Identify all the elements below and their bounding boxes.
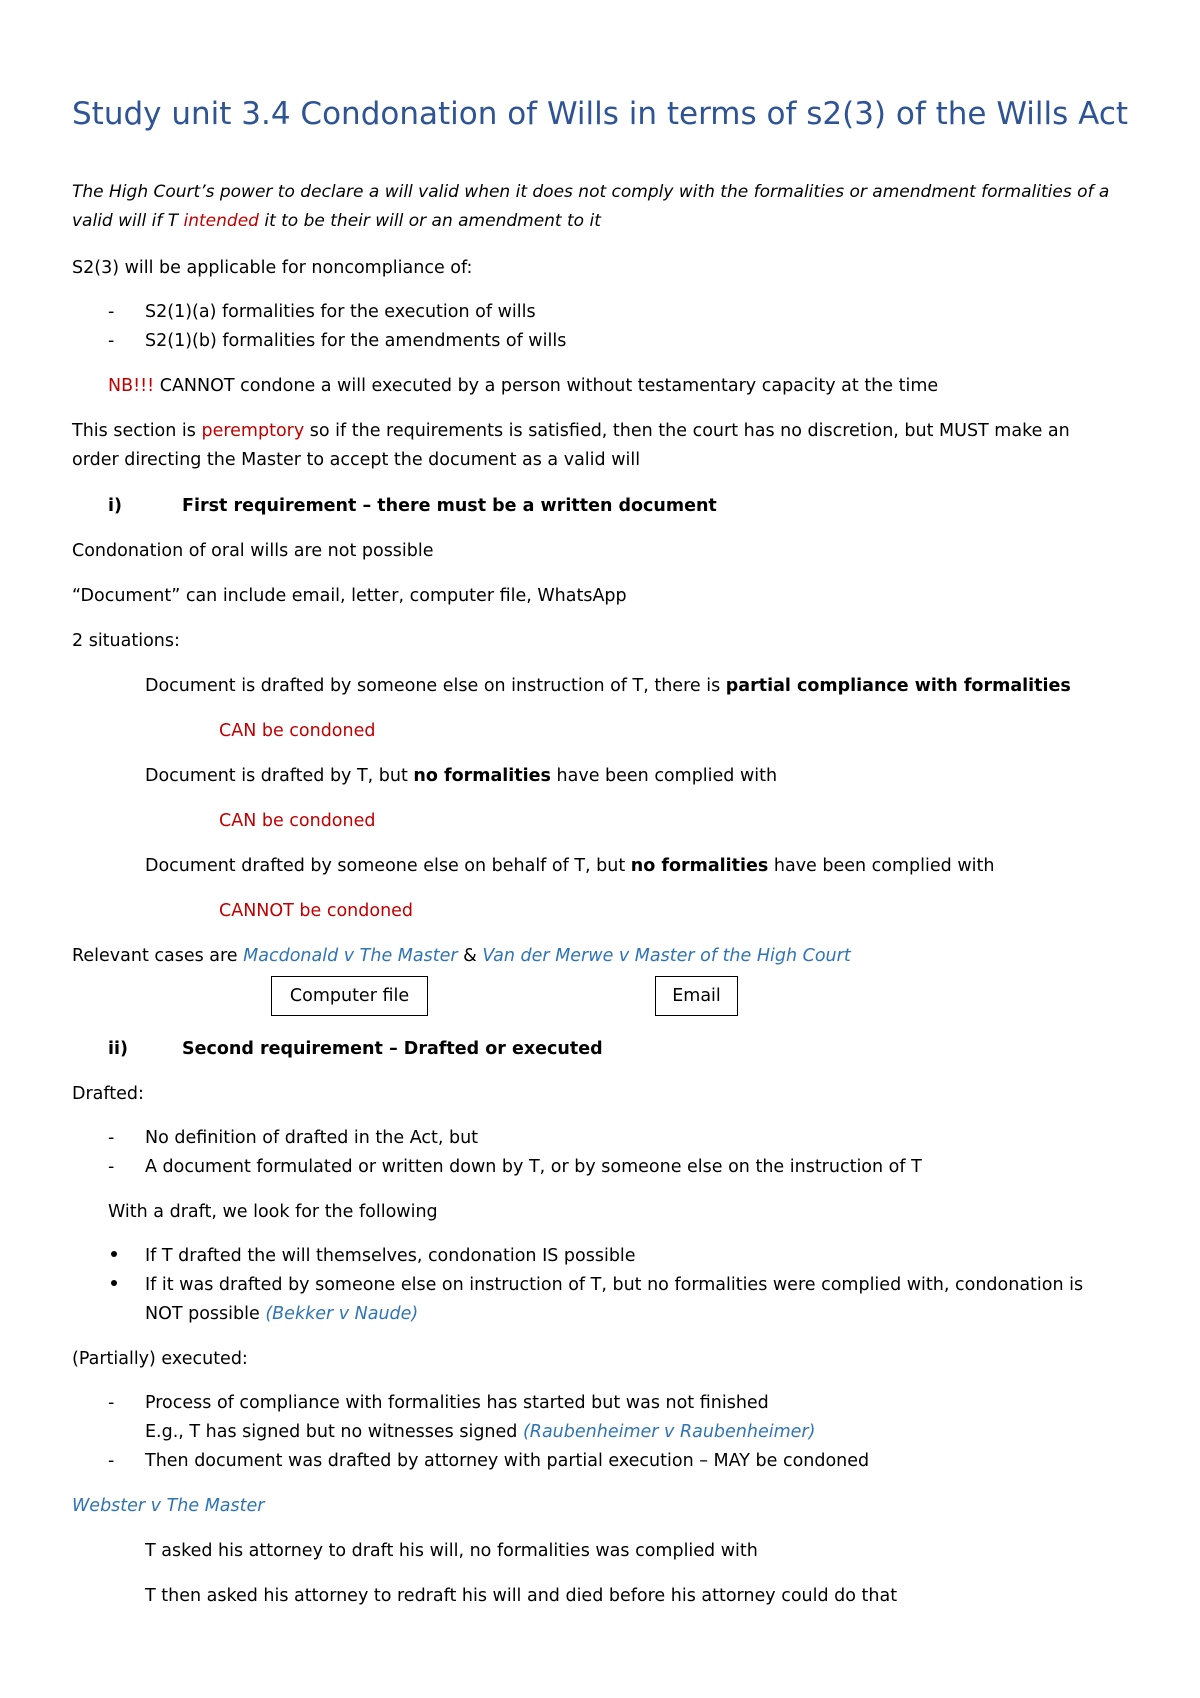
dash-bullet: - (108, 1157, 115, 1177)
situation-3 (145, 855, 994, 877)
page-title: Study unit 3.4 Condonation of Wills in terms of s2(3) of the Wills Act (72, 96, 1129, 132)
executed-item-1-example (145, 1421, 815, 1443)
bullet-dot (111, 1251, 117, 1257)
intro-paragraph (72, 178, 1142, 236)
situation-2-result: CAN be condoned (219, 811, 376, 831)
situation-2-text: Document is drafted by T, but (145, 766, 414, 786)
case-van-der-merwe: Van der Merwe v Master of the High Court (482, 946, 851, 966)
draft-bullet-2-cont (145, 1303, 418, 1325)
situation-2-text-end: have been complied with (550, 766, 778, 786)
nb-label: NB!!! (108, 376, 155, 396)
dash-bullet: - (108, 331, 115, 351)
situations-label: 2 situations: (72, 631, 180, 651)
webster-line-1: T asked his attorney to draft his will, no formalities was complied with (145, 1541, 758, 1561)
peremptory-word: peremptory (201, 421, 305, 441)
peremptory-line (72, 420, 1070, 442)
case-bekker: (Bekker v Naude) (265, 1304, 419, 1324)
situation-2-bold: no formalities (413, 766, 551, 786)
dash-bullet: - (108, 1451, 115, 1471)
req2-number: ii) (108, 1039, 128, 1059)
draft-bullet-1: If T drafted the will themselves, condonation IS possible (145, 1246, 636, 1266)
situation-1-bold: partial compliance with formalities (725, 676, 1071, 696)
drafted-label: Drafted: (72, 1084, 144, 1104)
applicable-item: S2(1)(a) formalities for the execution of wills (145, 302, 536, 322)
nb-text: CANNOT condone a will executed by a person without testamentary capacity at the time (154, 376, 939, 396)
email-box: Email (655, 976, 738, 1016)
executed-item-2: Then document was drafted by attorney with partial execution – MAY be condoned (145, 1451, 870, 1471)
situation-1 (145, 675, 1071, 697)
peremptory-pre: This section is (72, 421, 202, 441)
oral-note: Condonation of oral wills are not possible (72, 541, 434, 561)
req1-heading: First requirement – there must be a written document (182, 496, 717, 516)
cases-ampersand: & (457, 946, 483, 966)
dash-bullet: - (108, 1128, 115, 1148)
executed-example-text: E.g., T has signed but no witnesses signed (145, 1422, 523, 1442)
with-draft-lead: With a draft, we look for the following (108, 1202, 438, 1222)
dash-bullet: - (108, 302, 115, 322)
case-macdonald: Macdonald v The Master (243, 946, 458, 966)
situation-2 (145, 765, 777, 787)
nb-note (108, 375, 938, 397)
dash-bullet: - (108, 1393, 115, 1413)
executed-item-1: Process of compliance with formalities has started but was not finished (145, 1393, 769, 1413)
applicable-lead: S2(3) will be applicable for noncompliance of: (72, 258, 473, 278)
cases-lead: Relevant cases are (72, 946, 244, 966)
case-raubenheimer: (Raubenheimer v Raubenheimer) (522, 1422, 816, 1442)
webster-line-2: T then asked his attorney to redraft his will and died before his attorney could do that (145, 1586, 898, 1606)
bullet-dot (111, 1280, 117, 1286)
intro-text: The High Court’s power to declare a will valid when it does not comply with the formalities or amendment formalities of a valid will if T (72, 182, 1110, 231)
peremptory-post: so if the requirements is satisfied, then the court has no discretion, but MUST make an (304, 421, 1070, 441)
intro-text-end: it to be their will or an amendment to it (258, 211, 601, 231)
executed-label: (Partially) executed: (72, 1349, 248, 1369)
situation-1-result: CAN be condoned (219, 721, 376, 741)
req2-heading: Second requirement – Drafted or executed (182, 1039, 603, 1059)
situation-1-text: Document is drafted by someone else on instruction of T, there is (145, 676, 726, 696)
case-webster: Webster v The Master (72, 1496, 265, 1516)
req1-number: i) (108, 496, 122, 516)
document-definition: “Document” can include email, letter, computer file, WhatsApp (72, 586, 627, 606)
computer-file-box: Computer file (271, 976, 428, 1016)
applicable-item: S2(1)(b) formalities for the amendments of wills (145, 331, 567, 351)
relevant-cases (72, 945, 851, 967)
peremptory-line2: order directing the Master to accept the document as a valid will (72, 450, 641, 470)
situation-3-text: Document drafted by someone else on behalf of T, but (145, 856, 631, 876)
draft-bullet-2-text: NOT possible (145, 1304, 266, 1324)
drafted-item: A document formulated or written down by T, or by someone else on the instruction of T (145, 1157, 922, 1177)
situation-3-text-end: have been complied with (768, 856, 995, 876)
situation-3-result: CANNOT be condoned (219, 901, 414, 921)
intro-highlight: intended (183, 211, 259, 231)
drafted-item: No definition of drafted in the Act, but (145, 1128, 479, 1148)
draft-bullet-2: If it was drafted by someone else on instruction of T, but no formalities were complied with, condonation is (145, 1275, 1084, 1295)
situation-3-bold: no formalities (630, 856, 769, 876)
